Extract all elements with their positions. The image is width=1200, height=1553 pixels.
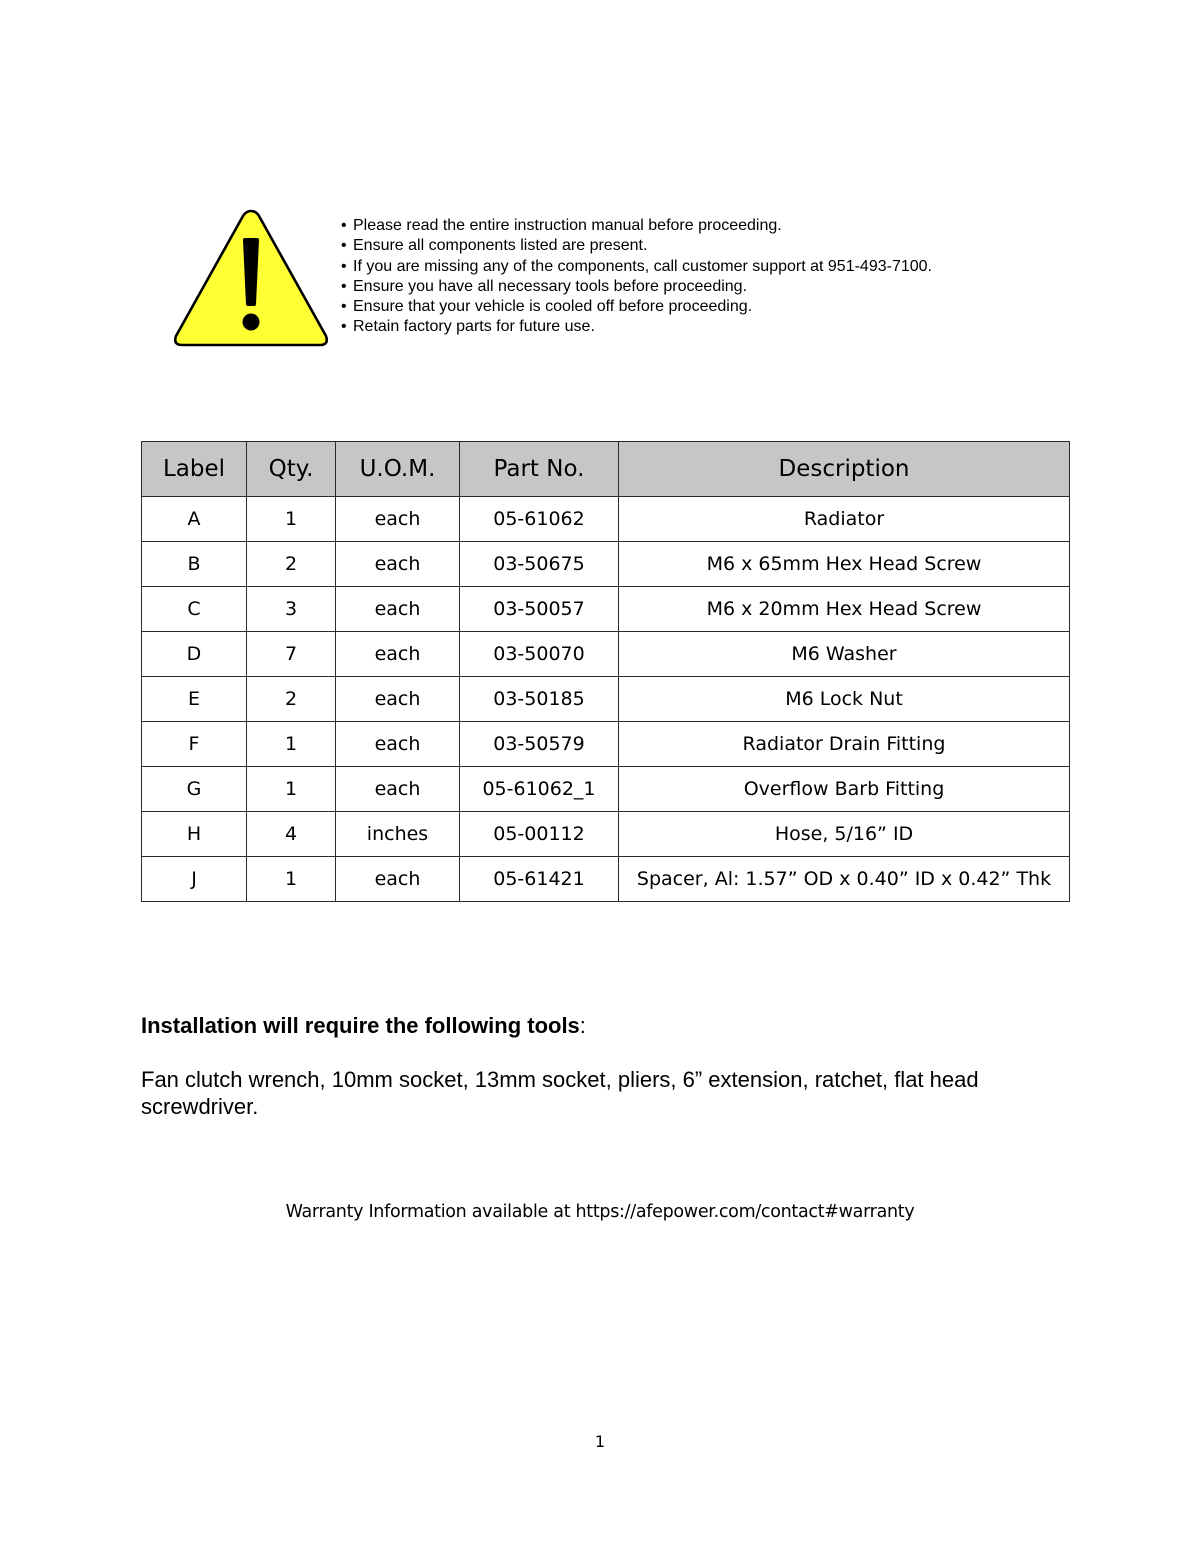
- warning-list: [341, 216, 932, 338]
- cell-qty: 1: [247, 722, 336, 767]
- column-header-label: Label: [142, 442, 247, 497]
- cell-qty: 3: [247, 587, 336, 632]
- table-row: [142, 812, 1070, 857]
- cell-part-no: 03-50579: [460, 722, 619, 767]
- cell-description: M6 Washer: [619, 632, 1070, 677]
- warning-item: • Ensure that your vehicle is cooled off before proceeding.: [341, 297, 932, 317]
- cell-uom: each: [336, 542, 460, 587]
- column-header-description: Description: [619, 442, 1070, 497]
- column-header-part-no: Part No.: [460, 442, 619, 497]
- cell-label: D: [142, 632, 247, 677]
- warranty-info: Warranty Information available at https://afepower.com/contact#warranty: [285, 1202, 915, 1222]
- cell-uom: each: [336, 677, 460, 722]
- cell-qty: 2: [247, 542, 336, 587]
- table-row: [142, 587, 1070, 632]
- cell-part-no: 03-50070: [460, 632, 619, 677]
- cell-part-no: 03-50675: [460, 542, 619, 587]
- warning-item: • Ensure you have all necessary tools before proceeding.: [341, 277, 932, 297]
- tools-heading: [141, 1013, 586, 1039]
- cell-part-no: 03-50185: [460, 677, 619, 722]
- table-row: [142, 632, 1070, 677]
- cell-qty: 7: [247, 632, 336, 677]
- cell-qty: 1: [247, 767, 336, 812]
- cell-part-no: 05-61062_1: [460, 767, 619, 812]
- table-row: [142, 677, 1070, 722]
- warning-item: • Please read the entire instruction manual before proceeding.: [341, 216, 932, 236]
- cell-label: E: [142, 677, 247, 722]
- cell-label: G: [142, 767, 247, 812]
- cell-description: M6 x 20mm Hex Head Screw: [619, 587, 1070, 632]
- table-row: [142, 767, 1070, 812]
- cell-part-no: 05-00112: [460, 812, 619, 857]
- cell-part-no: 05-61062: [460, 497, 619, 542]
- cell-uom: each: [336, 632, 460, 677]
- warning-item: • If you are missing any of the components, call customer support at 951-493-7100.: [341, 257, 932, 277]
- cell-uom: each: [336, 722, 460, 767]
- cell-part-no: 05-61421: [460, 857, 619, 902]
- cell-qty: 1: [247, 857, 336, 902]
- cell-label: A: [142, 497, 247, 542]
- cell-uom: each: [336, 497, 460, 542]
- cell-label: F: [142, 722, 247, 767]
- cell-uom: each: [336, 857, 460, 902]
- cell-description: Radiator: [619, 497, 1070, 542]
- cell-qty: 4: [247, 812, 336, 857]
- cell-uom: each: [336, 587, 460, 632]
- cell-qty: 1: [247, 497, 336, 542]
- tools-list: Fan clutch wrench, 10mm socket, 13mm socket, pliers, 6” extension, ratchet, flat head screwdriver.: [141, 1067, 979, 1119]
- table-header-row: [142, 442, 1070, 497]
- warning-triangle-icon: [172, 208, 330, 348]
- cell-label: B: [142, 542, 247, 587]
- cell-description: Radiator Drain Fitting: [619, 722, 1070, 767]
- cell-uom: inches: [336, 812, 460, 857]
- cell-description: M6 Lock Nut: [619, 677, 1070, 722]
- warning-item: • Ensure all components listed are present.: [341, 236, 932, 256]
- warning-item: • Retain factory parts for future use.: [341, 317, 932, 337]
- column-header-qty: Qty.: [247, 442, 336, 497]
- table-row: [142, 497, 1070, 542]
- cell-label: H: [142, 812, 247, 857]
- table-row: [142, 722, 1070, 767]
- cell-description: M6 x 65mm Hex Head Screw: [619, 542, 1070, 587]
- cell-description: Overflow Barb Fitting: [619, 767, 1070, 812]
- cell-description: Hose, 5/16” ID: [619, 812, 1070, 857]
- cell-qty: 2: [247, 677, 336, 722]
- table-row: [142, 857, 1070, 902]
- tools-heading-text: Installation will require the following tools: [141, 1013, 580, 1038]
- cell-uom: each: [336, 767, 460, 812]
- cell-part-no: 03-50057: [460, 587, 619, 632]
- tools-heading-colon: :: [579, 1013, 586, 1038]
- cell-description: Spacer, Al: 1.57” OD x 0.40” ID x 0.42” Thk: [619, 857, 1070, 902]
- table-row: [142, 542, 1070, 587]
- cell-label: J: [142, 857, 247, 902]
- column-header-uom: U.O.M.: [336, 442, 460, 497]
- page-number: 1: [594, 1432, 606, 1451]
- parts-table: [141, 441, 1070, 902]
- cell-label: C: [142, 587, 247, 632]
